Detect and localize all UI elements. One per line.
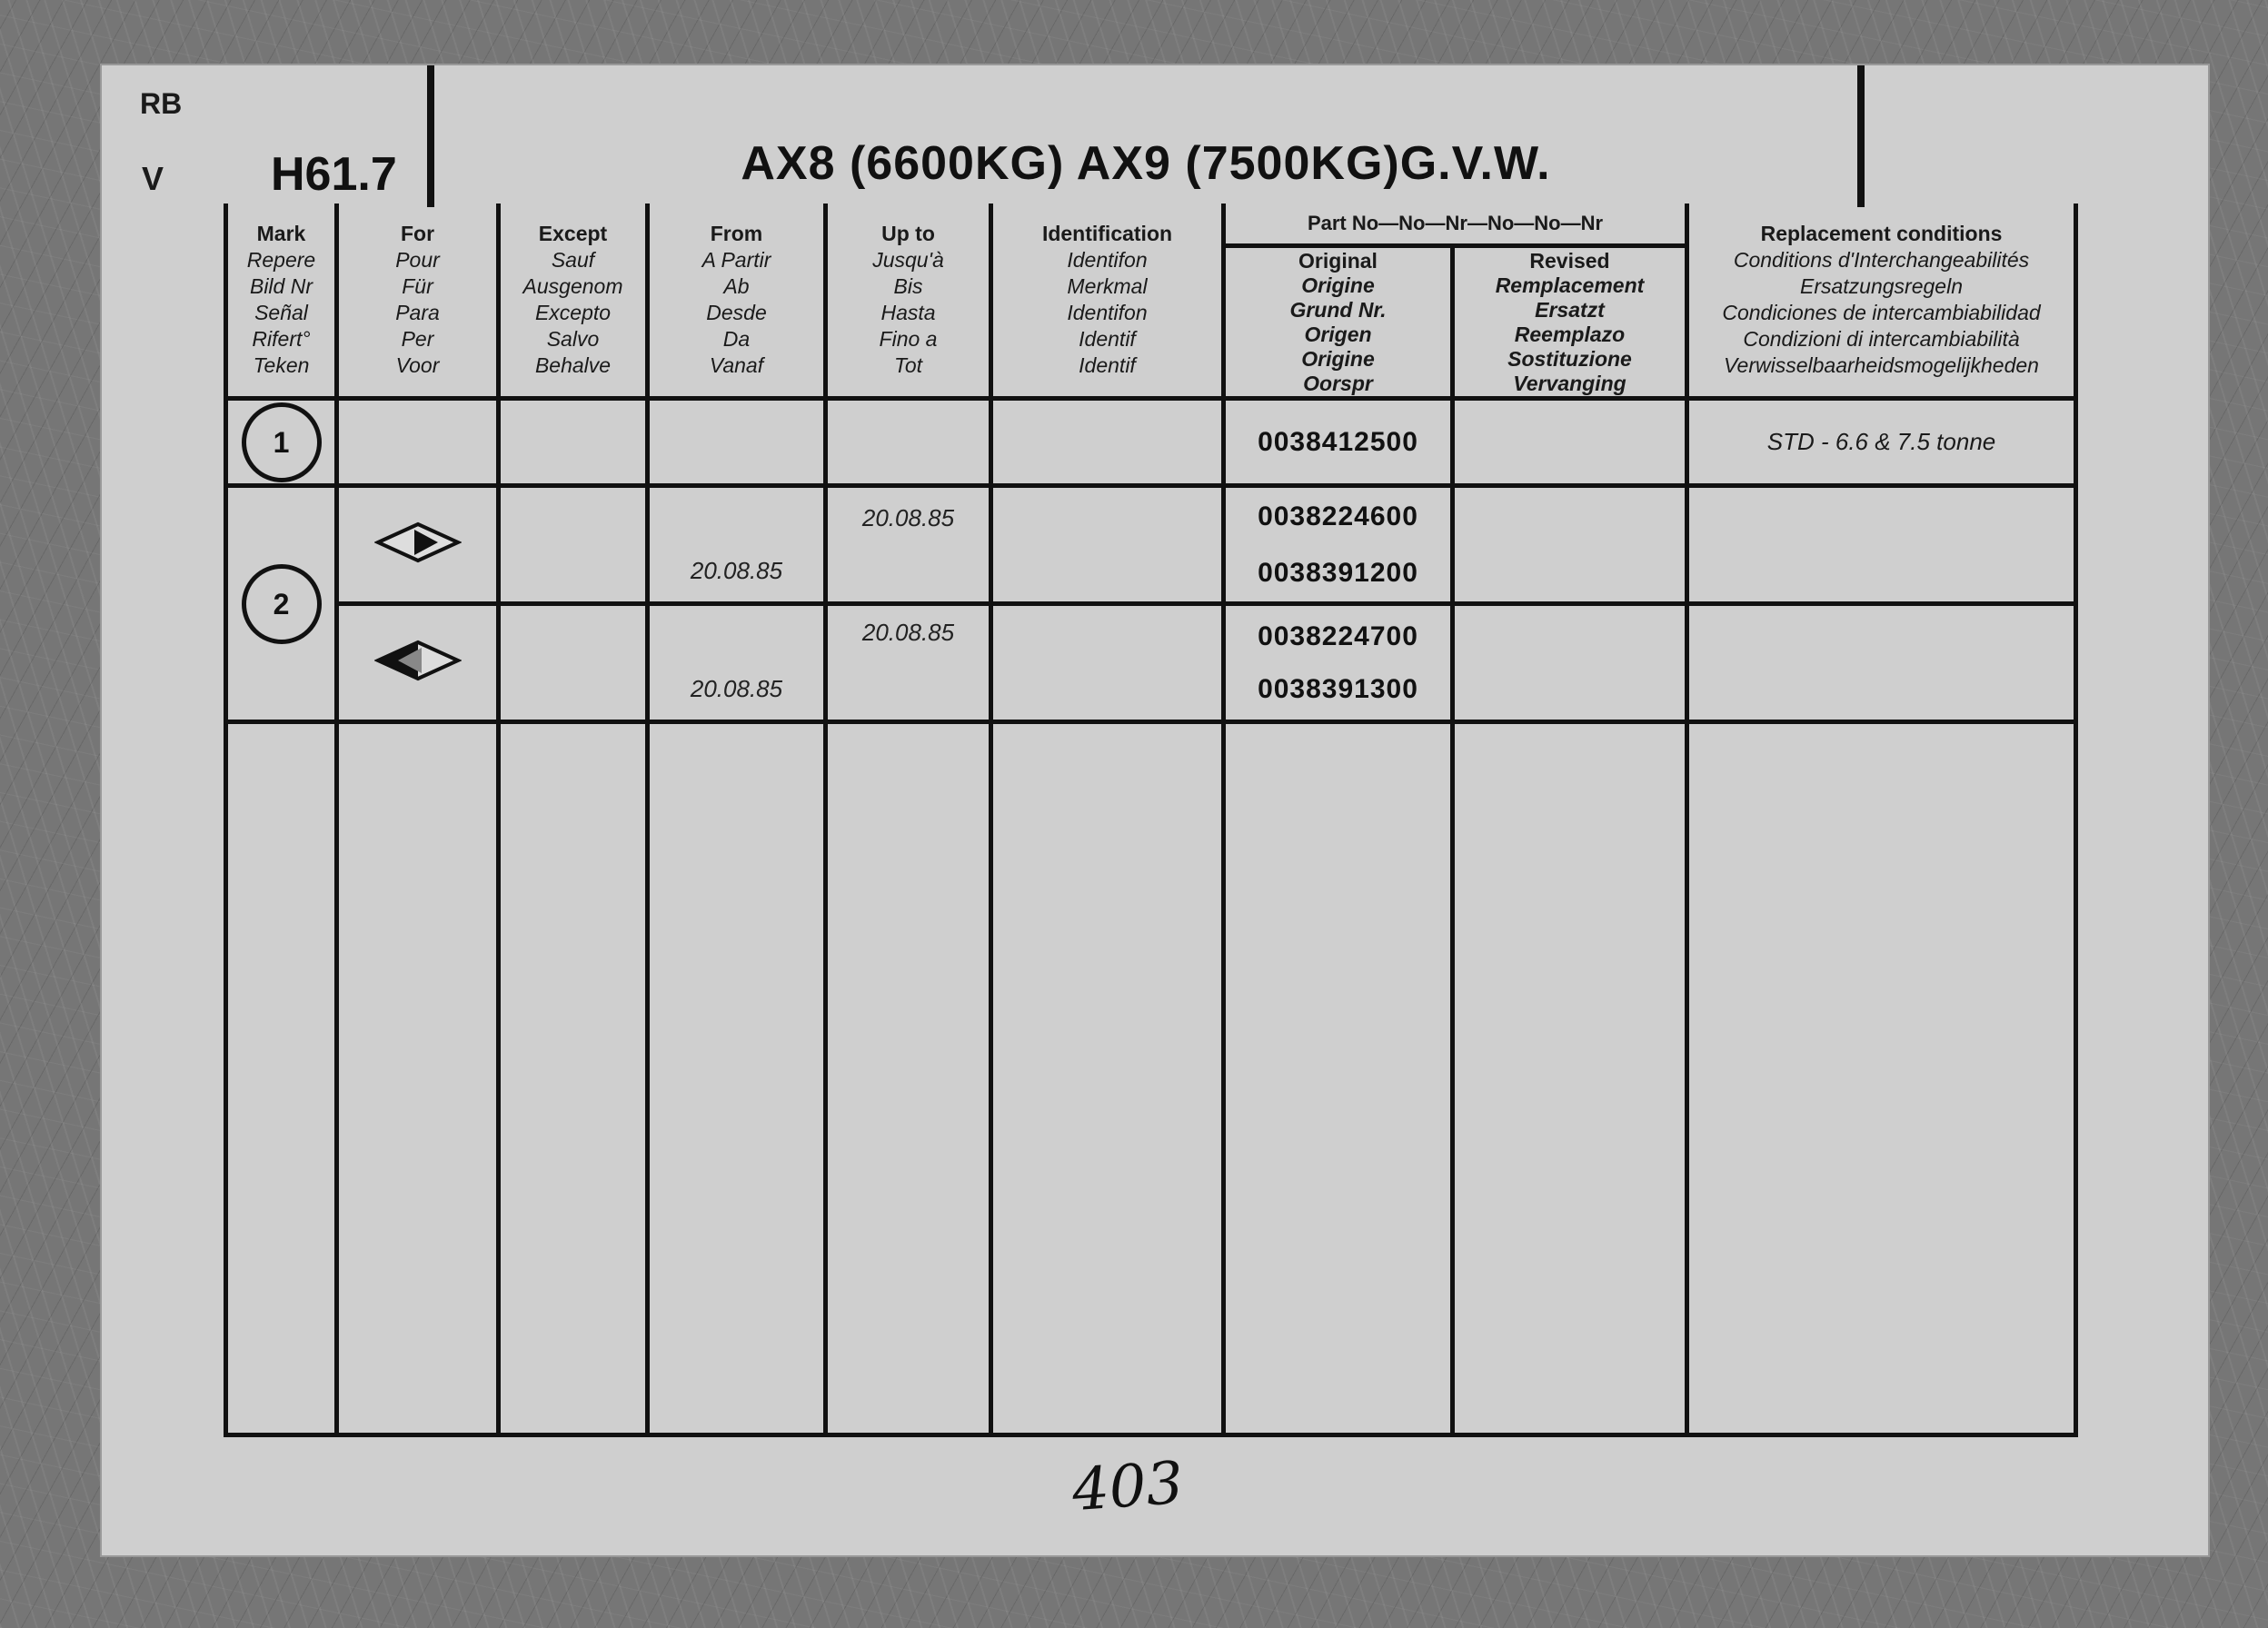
col-except-header: Except Sauf Ausgenom Excepto Salvo Behalve [499,204,648,399]
col-revised-header: Revised Remplacement Ersatzt Reemplazo Sostituzione Vervanging [1453,246,1687,399]
page-number: 403 [1069,1449,1186,1525]
original-cell [1224,399,1453,486]
upto-date: 20.08.85 [861,619,955,646]
header-code: H61.7 [271,148,397,201]
mark-cell [226,486,337,722]
for-cell [337,486,499,604]
col-replacement-header: Replacement conditions Conditions d'Interchangeabilités Ersatzungsregeln Condiciones de intercambiabilidad Condizioni di intercambiabilità Verwisselbaarheidsmogelijkheden [1687,204,2076,399]
upto-cell [826,486,991,604]
part-number: 0038391200 [1258,557,1418,588]
diamond-arrow-left-icon [374,639,462,687]
header-v: V [142,160,164,197]
part-number: 0038224700 [1258,620,1418,651]
replacement-condition: STD - 6.6 & 7.5 tonne [1687,399,2076,486]
part-number: 0038412500 [1258,426,1418,457]
header-title-box [434,65,1865,207]
from-cell [648,486,826,604]
col-upto-header: Up to Jusqu'à Bis Hasta Fino a Tot [826,204,991,399]
page-title: AX8 (6600KG) AX9 (7500KG)G.V.W. [741,137,1551,190]
from-date: 20.08.85 [690,675,783,702]
table-row [226,399,2076,486]
original-cell [1224,486,1453,604]
from-cell [648,604,826,722]
col-for-header: For Pour Für Para Per Voor [337,204,499,399]
header-blank-box [1865,65,2208,207]
parts-table [224,204,2078,1437]
table-row [226,486,2076,604]
upto-date: 20.08.85 [861,504,955,531]
diamond-arrow-right-icon [374,521,462,569]
table-row-empty [226,722,2076,1435]
col-mark-header: Mark Repere Bild Nr Señal Rifert° Teken [226,204,337,399]
col-original-header: Original Origine Grund Nr. Origen Origine Oorspr [1224,246,1453,399]
upto-cell [826,604,991,722]
header-reference-box [102,65,434,207]
from-date: 20.08.85 [690,557,783,584]
header-rb: RB [140,87,183,120]
col-partno-group-header: Part No—No—Nr—No—No—Nr [1224,204,1687,246]
col-identification-header: Identification Identifon Merkmal Identifon Identif Identif [991,204,1224,399]
table-row [226,604,2076,722]
part-number: 0038224600 [1258,501,1418,531]
mark-circle: 2 [242,564,322,644]
mark-cell [226,399,337,486]
original-cell [1224,604,1453,722]
col-from-header: From A Partir Ab Desde Da Vanaf [648,204,826,399]
mark-circle: 1 [242,402,322,482]
for-cell [337,604,499,722]
part-number: 0038391300 [1258,673,1418,704]
